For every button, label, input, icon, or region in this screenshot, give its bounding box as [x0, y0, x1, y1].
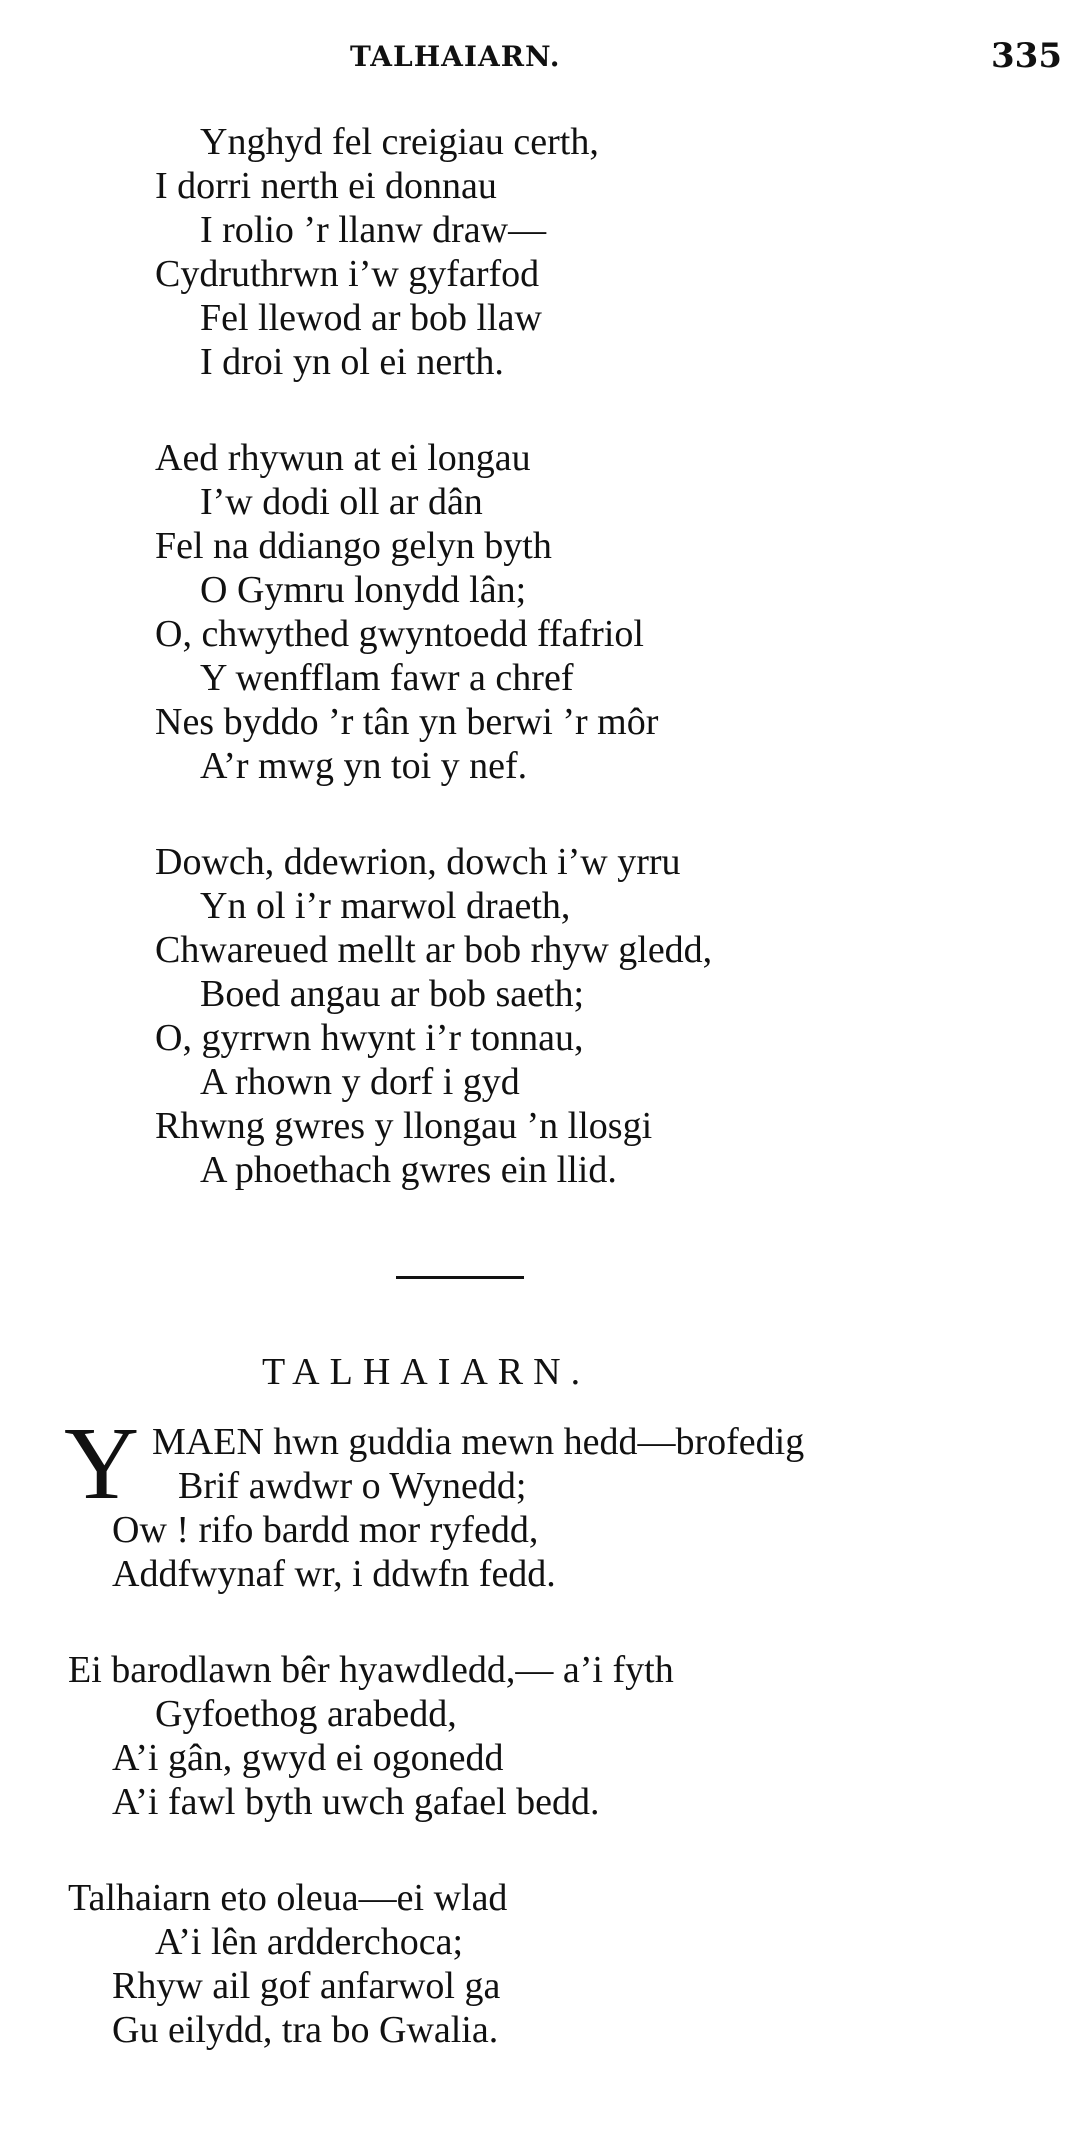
poem-line: Fel llewod ar bob llaw: [200, 297, 542, 339]
poem-line: O, gyrrwn hwynt i’r tonnau,: [155, 1017, 584, 1059]
poem-line: Talhaiarn eto oleua—ei wlad: [68, 1877, 508, 1919]
running-head: TALHAIARN.: [350, 40, 561, 73]
poem-line: Fel na ddiango gelyn byth: [155, 525, 552, 567]
poem-line: O Gymru lonydd lân;: [200, 569, 527, 611]
poem-line: O, chwythed gwyntoedd ffafriol: [155, 613, 644, 655]
poem-line: I dorri nerth ei donnau: [155, 165, 497, 207]
poem-line: A’i fawl byth uwch gafael bedd.: [112, 1781, 600, 1823]
poem-line: A’r mwg yn toi y nef.: [200, 745, 528, 787]
poem-line: Dowch, ddewrion, dowch i’w yrru: [155, 841, 681, 883]
poem-line: A phoethach gwres ein llid.: [200, 1149, 617, 1191]
poem-line: Y wenfflam fawr a chref: [200, 657, 574, 699]
poem-line: I rolio ’r llanw draw—: [200, 209, 547, 251]
poem-line: Brif awdwr o Wynedd;: [178, 1465, 527, 1507]
poem-line: I droi yn ol ei nerth.: [200, 341, 504, 383]
section-title: TALHAIARN.: [262, 1351, 591, 1393]
poem-line: Rhwng gwres y llongau ’n llosgi: [155, 1105, 653, 1147]
poem-line: Boed angau ar bob saeth;: [200, 973, 585, 1015]
poem-line: Ynghyd fel creigiau certh,: [200, 121, 599, 163]
poem-line: A rhown y dorf i gyd: [200, 1061, 520, 1103]
section-divider: [396, 1276, 524, 1279]
poem-line: MAEN hwn guddia mewn hedd—brofedig: [152, 1421, 805, 1463]
poem-line: Nes byddo ’r tân yn berwi ’r môr: [155, 701, 659, 743]
drop-cap: Y: [64, 1406, 140, 1521]
page-number: 335: [991, 36, 1062, 76]
poem-line: Addfwynaf wr, i ddwfn fedd.: [112, 1553, 556, 1595]
poem-line: Yn ol i’r marwol draeth,: [200, 885, 571, 927]
poem-line: Gyfoethog arabedd,: [155, 1693, 457, 1735]
poem-line: A’i lên ardderchoca;: [155, 1921, 464, 1963]
poem-line: Rhyw ail gof anfarwol ga: [112, 1965, 501, 2007]
poem-line: Ei barodlawn bêr hyawdledd,— a’i fyth: [68, 1649, 674, 1691]
poem-line: I’w dodi oll ar dân: [200, 481, 483, 523]
poem-line: A’i gân, gwyd ei ogonedd: [112, 1737, 504, 1779]
poem-line: Cydruthrwn i’w gyfarfod: [155, 253, 540, 295]
poem-line: Chwareued mellt ar bob rhyw gledd,: [155, 929, 713, 971]
poem-line: Ow ! rifo bardd mor ryfedd,: [112, 1509, 539, 1551]
poem-line: Aed rhywun at ei longau: [155, 437, 531, 479]
poem-line: Gu eilydd, tra bo Gwalia.: [112, 2009, 499, 2051]
